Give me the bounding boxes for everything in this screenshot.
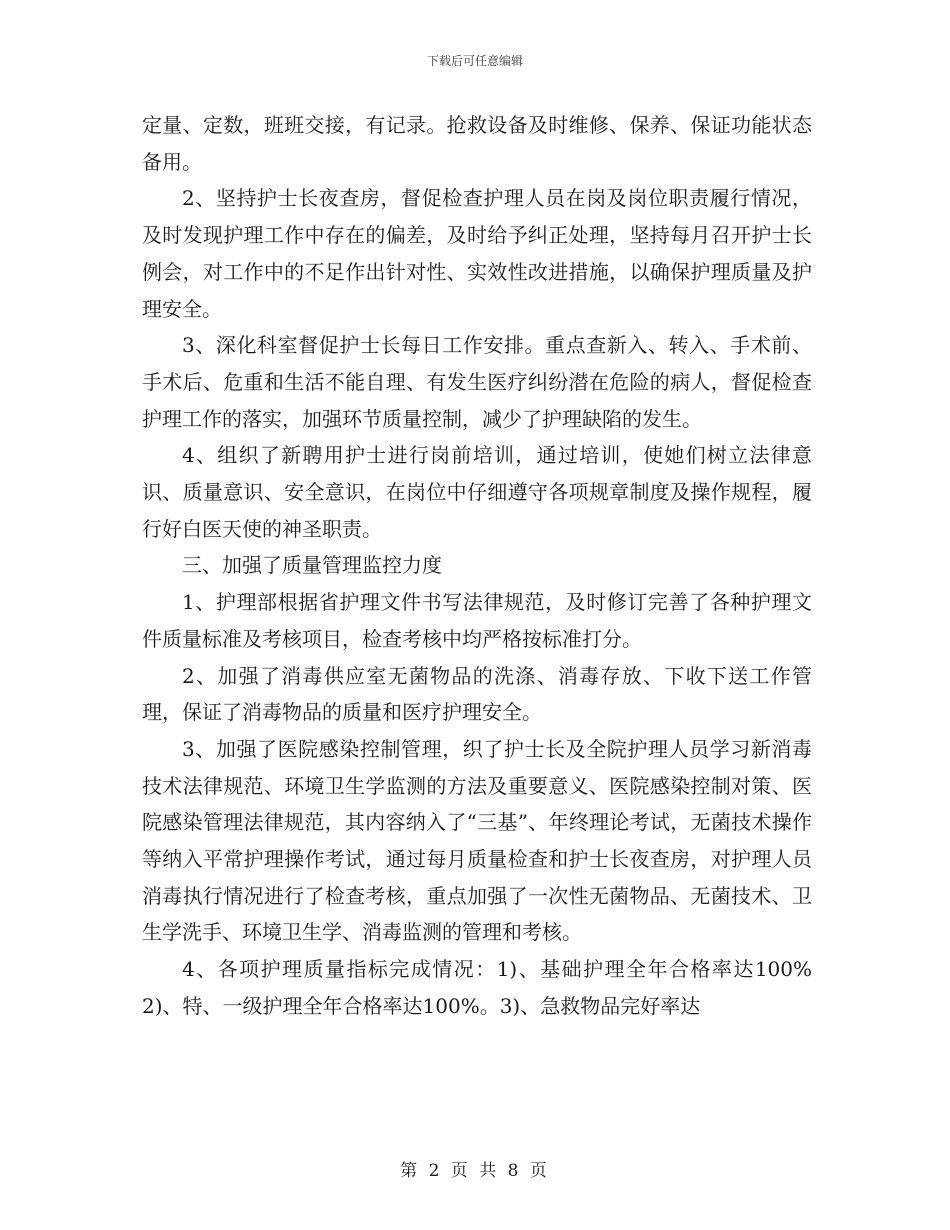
paragraph: 1、护理部根据省护理文件书写法律规范，及时修订完善了各种护理文件质量标准及考核项目，检查考核中均严格按标准打分。 <box>142 590 812 651</box>
paragraph: 4、各项护理质量指标完成情况：1)、基础护理全年合格率达100%2)、特、一级护理全年合格率达100%。3)、急救物品完好率达 <box>142 957 812 1018</box>
paragraph: 3、深化科室督促护士长每日工作安排。重点查新入、转入、手术前、手术后、危重和生活不能自理、有发生医疗纠纷潜在危险的病人，督促检查护理工作的落实，加强环节质量控制，减少了护理缺陷的发生。 <box>142 333 812 431</box>
paragraph: 2、坚持护士长夜查房，督促检查护理人员在岗及岗位职责履行情况，及时发现护理工作中存在的偏差，及时给予纠正处理，坚持每月召开护士长例会，对工作中的不足作出针对性、实效性改进措施，以确保护理质量及护理安全。 <box>142 186 812 321</box>
section-heading: 三、加强了质量管理监控力度 <box>182 553 442 578</box>
document-body <box>142 107 812 1025</box>
paragraph: 3、加强了医院感染控制管理，织了护士长及全院护理人员学习新消毒技术法律规范、环境卫生学监测的方法及重要意义、医院感染控制对策、医院感染管理法律规范，其内容纳入了“三基”、年终理论考试，无菌技术操作等纳入平常护理操作考试，通过每月质量检查和护士长夜查房，对护理人员消毒执行情况进行了检查考核，重点加强了一次性无菌物品、无菌技术、卫生学洗手、环境卫生学、消毒监测的管理和考核。 <box>142 736 812 945</box>
page-number-footer: 第 2 页 共 8 页 <box>400 1161 550 1181</box>
paragraph: 4、组织了新聘用护士进行岗前培训，通过培训，使她们树立法律意识、质量意识、安全意识，在岗位中仔细遵守各项规章制度及操作规程，履行好白医天使的神圣职责。 <box>142 443 812 541</box>
paragraph: 定量、定数，班班交接，有记录。抢救设备及时维修、保养、保证功能状态备用。 <box>142 113 812 174</box>
page-header: 下载后可任意编辑 <box>426 54 523 68</box>
paragraph: 2、加强了消毒供应室无菌物品的洗涤、消毒存放、下收下送工作管理，保证了消毒物品的质量和医疗护理安全。 <box>142 663 812 725</box>
